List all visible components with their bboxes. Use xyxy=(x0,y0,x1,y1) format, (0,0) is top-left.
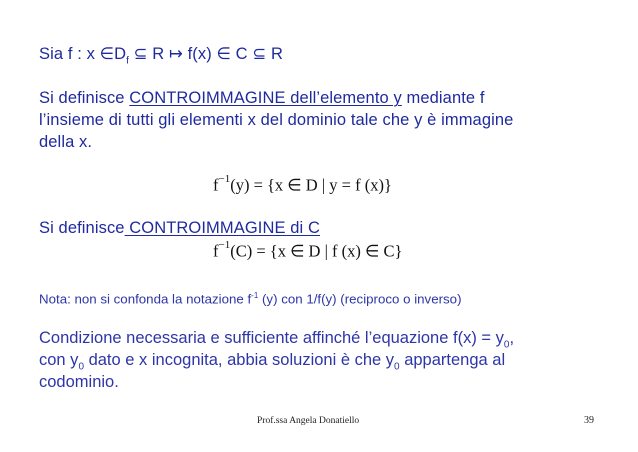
definition-1-prefix: Si definisce xyxy=(39,89,130,107)
definition-2-line xyxy=(39,219,320,238)
note-line xyxy=(39,291,462,306)
formula-1-f: f xyxy=(213,175,219,195)
definition-2-prefix: Si definisce xyxy=(39,219,125,237)
formula-2-body: (C) = {x ∈ D | f (x) ∈ C} xyxy=(230,241,403,261)
condition-line-1-text: Condizione necessaria e sufficiente affinché l’equazione f(x) = y xyxy=(39,329,504,347)
condition-line-1-comma: , xyxy=(509,329,515,347)
formula-1-body: (y) = {x ∈ D | y = f (x)} xyxy=(230,175,392,195)
definition-1-line-1 xyxy=(39,89,485,108)
function-definition-line xyxy=(39,44,283,66)
function-definition-text: Sia f : x ∈D xyxy=(39,45,127,63)
formula-preimage-set xyxy=(213,241,402,262)
condition-line-2 xyxy=(39,351,505,372)
formula-2-exponent: −1 xyxy=(218,239,231,251)
note-text-b: (y) con 1/f(y) (reciproco o inverso) xyxy=(258,291,462,307)
condition-line-2-text-a: con y xyxy=(39,351,79,369)
note-text-a: Nota: non si confonda la notazione f xyxy=(39,291,252,307)
definition-1-suffix: mediante f xyxy=(401,89,485,107)
definition-1-line-2: l’insieme di tutti gli elementi x del dominio tale che y è immagine xyxy=(39,111,514,129)
page-number: 39 xyxy=(584,415,594,426)
domain-subscript: f xyxy=(126,55,129,67)
definition-1-line-3: della x. xyxy=(39,133,93,151)
controimmagine-element-term: CONTROIMMAGINE dell’elemento y xyxy=(129,89,402,107)
note-exponent: -1 xyxy=(251,291,259,300)
footer-author: Prof.ssa Angela Donatiello xyxy=(257,416,360,426)
function-definition-rest: ⊆ R ↦ f(x) ∈ C ⊆ R xyxy=(128,45,283,63)
formula-2-f: f xyxy=(213,241,219,261)
condition-line-2-subscript-1: 0 xyxy=(78,361,84,373)
condition-line-3: codominio. xyxy=(39,373,119,391)
condition-line-1 xyxy=(39,329,514,350)
formula-1-exponent: −1 xyxy=(218,173,231,185)
condition-line-1-subscript: 0 xyxy=(503,339,510,351)
condition-line-2-subscript-2: 0 xyxy=(394,361,400,373)
controimmagine-set-term: CONTROIMMAGINE di C xyxy=(124,219,321,237)
formula-preimage-element xyxy=(213,175,392,196)
condition-line-2-text-c: appartenga al xyxy=(399,351,506,369)
condition-line-2-text-b: dato e x incognita, abbia soluzioni è che y xyxy=(84,351,395,369)
